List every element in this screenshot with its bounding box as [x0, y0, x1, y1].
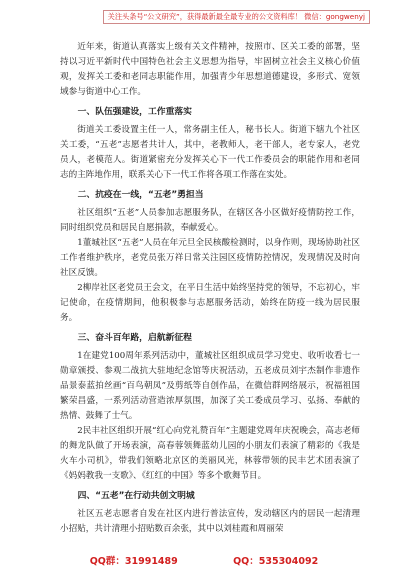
body-paragraph: 社区五老志愿者自发在社区内进行普法宣传，发动辖区内的居民一起清理小招贴，共计清理小招贴数百余张，其中以刘桂霞和周丽荣 — [60, 509, 360, 534]
footer — [0, 553, 408, 567]
body-paragraph: 街道关工委设置主任一人，常务副主任人，秘书长人。街道下辖九个社区关工委，“五老”志愿者共计人，其中，老教师人，老干部人，老专家人，老党员人，老模范人。街道紧密充分发挥关心下一代工作委员会的职能作用和老同志的主阵地作用，联系关心下一代工作将各项工作落在实处。 — [60, 125, 360, 180]
section-heading: 三、奋斗百年路，启航新征程 — [77, 333, 192, 343]
body-paragraph: 2柳岸社区老党员王会文，在平日生活中始终坚持党的领导，不忘初心，牢记使命，在疫情期间，他积极参与志愿服务活动，始终在防疫一线为居民服务。 — [60, 283, 360, 323]
body-paragraph: 1在建党100周年系列活动中，董城社区组织成员学习党史、收听收看七一勋章颁授、参观二战抗大驻地纪念馆等庆祝活动，五老成员刘宇杰制作非遗作品景泰蓝拍丝画“百鸟朝凤”及剪纸等自创作品，在微信群网络展示，祝福祖国繁荣昌盛，一系列活动营造浓厚氛围，加深了关工委成员学习、弘扬、奉献的热情、鼓舞了士气。 — [60, 351, 360, 421]
footer-qq-group: QQ群：31991489 — [89, 556, 178, 567]
body-paragraph: 近年来，街道认真落实上级有关文件精神，按照市、区关工委的部署，坚持以习近平新时代中国特色社会主义思想为指导，牢固树立社会主义核心价值观，发挥关工委和老同志职能作用，加强青少年思想道德建设，多形式、宽领域参与街道中心工作。 — [60, 42, 360, 97]
footer-qq: QQ：535304092 — [233, 556, 319, 567]
body-paragraph: 2民丰社区组织开展“红心向党礼赞百年”主题建党周年庆祝晚会，高志老师的舞龙队做了开场表演，高春蓉领舞蓝幼儿园的小朋友们表演了精彩的《我是火车小司机》，带我们领略北京区的美丽风光，林蓉带领的民丰艺术团表演了《妈妈教我一支歌》、《红红的中国》等多个歌舞节目。 — [60, 426, 360, 481]
section-heading: 二、抗疫在一线，“五老”勇担当 — [77, 190, 204, 200]
promo-banner: 关注头条号“公文研究”，获得最新最全最专业的公文资料库！ 微信：gongwenyj — [103, 10, 370, 24]
body-paragraph: 社区组织“五老”人员参加志愿服务队，在辖区各小区做好疫情防控工作，同时组织党员和居民自愿捐款，奉献爱心。 — [60, 208, 360, 233]
section-heading: 四、“五老”在行动共创文明城 — [77, 491, 195, 501]
section-heading: 一、队伍强建设，工作重落实 — [77, 107, 192, 117]
document-body — [60, 40, 360, 537]
body-paragraph: 1董城社区“五老”人员在年元旦全民核酸检测时，以身作则，现场协助社区工作者维护秩序，老党员张万祥日常关注园区疫情防控情况，发现情况及时向社区反馈。 — [60, 238, 360, 278]
